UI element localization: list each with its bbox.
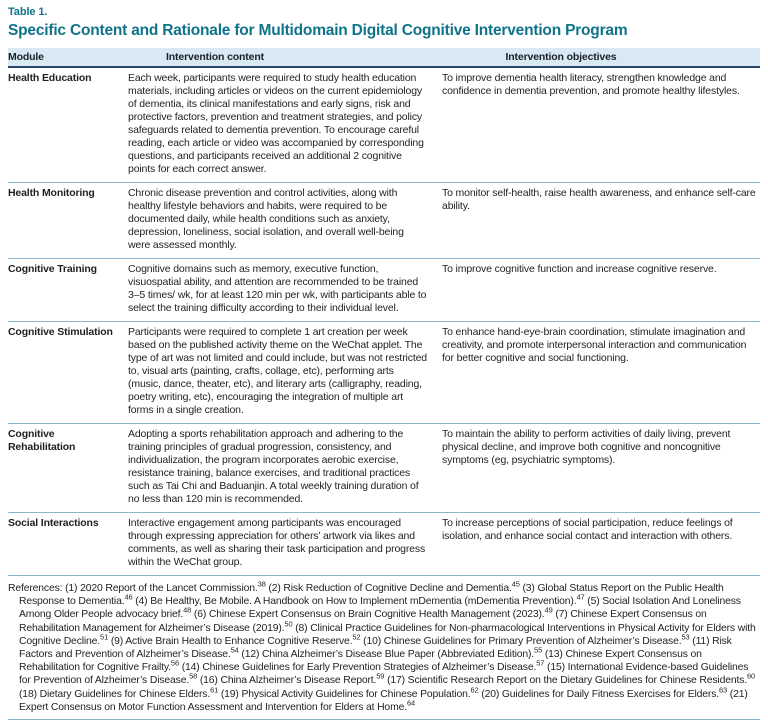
module-cell: Cognitive Training	[8, 263, 97, 275]
intervention-objectives-cell: To maintain the ability to perform activities of daily living, prevent physical decline, and improve both cognitive and noncognitive symptoms (eg, psychiatric symptoms).	[442, 428, 731, 466]
intervention-objectives-cell: To improve dementia health literacy, strengthen knowledge and confidence in dementia prevention, and promote healthy lifestyles.	[442, 72, 740, 97]
reference-superscript: 51	[100, 632, 109, 642]
reference-superscript: 63	[719, 685, 728, 695]
intervention-objectives-cell: To increase perceptions of social participation, reduce feelings of isolation, and enhance social contact and interaction with others.	[442, 517, 733, 542]
table-row	[8, 68, 760, 182]
intervention-objectives-cell: To monitor self-health, raise health awareness, and enhance self-care ability.	[442, 187, 756, 212]
references-note: References: (1) 2020 Report of the Lancet Commission.$^{38}$ (2) Risk Reduction of Cognitive Decline and Dementia.$^{45}$ (3) Global Status Report on the Public Health Response to Dementia.$^{46}$ (4) Be Healthy, Be Mobile. A Handbook on How to Implement mDementia (mDementia Prevention).$^{47}$ (5) Social Isolation And Loneliness Among Older People advocacy brief.$^{48}$ (6) Chinese Expert Consensus on Brain Cognitive Health Management (2023).$^{49}$ (7) Chinese Expert Consensus on Rehabilitation Management for Alzheimer’s Disease (2019).$^{50}$ (8) Clinical Practice Guidelines for Non-pharmacological Interventions in Physical Activity for Elders with Cognitive Decline.$^{51}$ (9) Active Brain Health to Enhance Cognitive Reserve.$^{52}$ (10) Chinese Guidelines for Primary Prevention of Alzheimer’s Disease.$^{53}$ (11) Risk Factors and Prevention of Alzheimer’s Disease.$^{54}$ (12) China Alzheimer’s Disease Blue Paper (Abbreviated Edition).$^{55}$ (13) Chinese Expert Consensus on Rehabilitation for Cognitive Frailty.$^{56}$ (14) Chinese Guidelines for Early Prevention Strategies of Alzheimer’s Disease.$^{57}$ (15) International Evidence-based Guidelines for Prevention of Alzheimer’s Disease.$^{58}$ (16) China Alzheimer’s Disease Report.$^{59}$ (17) Scientific Research Report on the Dietary Guidelines for Chinese Residents.$^{60}$ (18) Dietary Guidelines for Chinese Elders.$^{61}$ (19) Physical Activity Guidelines for Chinese Population.$^{62}$ (20) Guidelines for Daily Fitness Exercises for Elders.$^{63}$ (21) Expert Consensus on Motor Function Assessment and Intervention for Elders at Home.$^{64}$	[8, 582, 760, 720]
table-label: Table 1.	[8, 6, 48, 18]
intervention-objectives-cell: To improve cognitive function and increase cognitive reserve.	[442, 263, 717, 275]
column-header-module: Module	[8, 51, 44, 63]
intervention-content-cell: Participants were required to complete 1 art creation per week based on the published activity theme on the WeChat applet. The type of art was not limited and could include, but was not restricted to, visual arts (painting, crafts, collage, etc), performing arts (music, dance, theater, etc), and literary arts (calligraphy, reading, poetry writing, etc), encouraging the integration of multiple art forms in a single creation.	[128, 326, 427, 416]
reference-superscript: 57	[536, 658, 545, 668]
reference-superscript: 47	[576, 592, 585, 602]
reference-superscript: 53	[681, 632, 690, 642]
table-row	[8, 321, 760, 423]
reference-superscript: 49	[544, 605, 553, 615]
module-cell: Cognitive Rehabilitation	[8, 428, 76, 453]
reference-superscript: 62	[470, 685, 479, 695]
reference-superscript: 48	[183, 605, 192, 615]
reference-superscript: 52	[352, 632, 361, 642]
module-cell: Health Education	[8, 72, 92, 84]
module-cell: Health Monitoring	[8, 187, 95, 199]
reference-superscript: 54	[230, 645, 239, 655]
intervention-content-cell: Interactive engagement among participants was encouraged through expressing appreciation for others’ artwork via likes and comments, as well as sharing their task participation and progress within the WeChat group.	[128, 517, 426, 568]
table-row	[8, 512, 760, 575]
reference-superscript: 45	[511, 579, 520, 589]
column-header-intervention-content: Intervention content	[166, 51, 264, 63]
reference-superscript: 50	[284, 619, 293, 629]
table-row	[8, 258, 760, 321]
reference-superscript: 58	[189, 671, 198, 681]
column-header-intervention-objectives: Intervention objectives	[505, 51, 617, 63]
intervention-content-cell: Each week, participants were required to study health education materials, including articles or videos on the current epidemiology of dementia, its clinical manifestations and early signs, risk and protective factors, prevention and treatment strategies, and policy safeguards related to dementia prevention. To encourage careful reading, each article or video was accompanied by corresponding questions, and participants received an additional 2 cognitive points for each correct answer.	[128, 72, 424, 175]
reference-superscript: 56	[170, 658, 179, 668]
table-row	[8, 182, 760, 258]
table-row	[8, 423, 760, 512]
reference-superscript: 46	[124, 592, 133, 602]
intervention-content-cell: Chronic disease prevention and control activities, along with healthy lifestyle behaviors and habits, were required to be documented daily, while health conditions such as anxiety, depression, loneliness, social isolation, and overall well-being were assessed monthly.	[128, 187, 404, 251]
reference-superscript: 55	[534, 645, 543, 655]
intervention-content-cell: Adopting a sports rehabilitation approach and adhering to the training principles of gradual progression, consistency, and individualization, the program incorporates aerobic exercise, resistance training, balance exercises, and traditional practices such as Tai Chi and Baduanjin. A total weekly training duration of no less than 120 min is recommended.	[128, 428, 419, 505]
reference-superscript: 64	[406, 698, 415, 708]
reference-superscript: 59	[376, 671, 385, 681]
intervention-content-cell: Cognitive domains such as memory, executive function, visuospatial ability, and attention are recommended to be trained 3–5 times/ wk, for at least 120 min per wk, with participants able to select the training difficulty according to their individual level.	[128, 263, 427, 314]
module-cell: Cognitive Stimulation	[8, 326, 113, 338]
table-title: Specific Content and Rationale for Multidomain Digital Cognitive Intervention Program	[8, 22, 628, 39]
module-cell: Social Interactions	[8, 517, 99, 529]
intervention-objectives-cell: To enhance hand-eye-brain coordination, stimulate imagination and creativity, and promote interpersonal interaction and communication for better cognitive and social functioning.	[442, 326, 747, 364]
table-header-row	[8, 48, 760, 68]
table-body	[8, 68, 760, 576]
reference-superscript: 60	[747, 671, 756, 681]
reference-superscript: 38	[257, 579, 266, 589]
reference-superscript: 61	[210, 685, 219, 695]
